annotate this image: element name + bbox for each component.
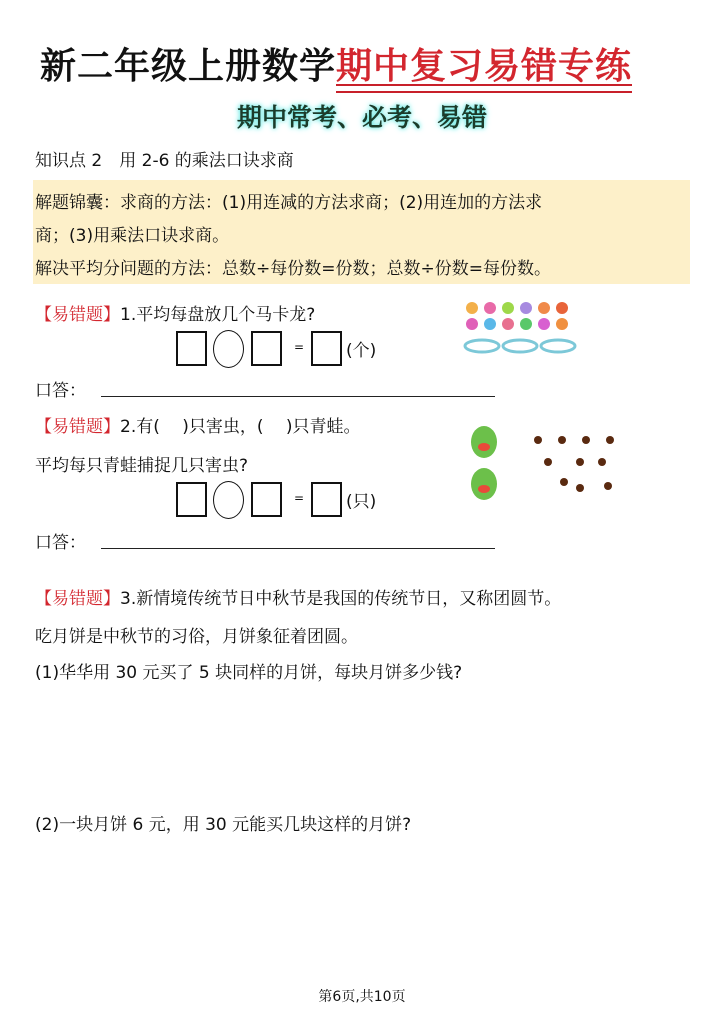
equals-sign: = — [294, 340, 305, 354]
page-title — [40, 38, 632, 89]
title-red: 期中复习易错专练 — [336, 46, 633, 87]
question-text: 3.新情境传统节日中秋节是我国的传统节日，又称团圆节。 — [120, 589, 562, 609]
answer-box[interactable] — [311, 482, 342, 517]
answer-box[interactable] — [251, 331, 282, 366]
question-3-part-1: (1)华华用 30 元买了 5 块同样的月饼，每块月饼多少钱? — [35, 663, 463, 683]
equals-sign: = — [294, 491, 305, 505]
tip-line-1: 解题锦囊：求商的方法：(1)用连减的方法求商；(2)用连加的方法求 — [35, 193, 543, 213]
unit-label: (个) — [346, 341, 377, 361]
answer-line[interactable] — [101, 548, 495, 549]
answer-box[interactable] — [251, 482, 282, 517]
question-2-line-2: 平均每只青蛙捕捉几只害虫? — [35, 456, 249, 476]
error-tag: 【易错题】 — [35, 417, 120, 437]
question-1 — [35, 300, 315, 325]
question-3-part-2: (2)一块月饼 6 元，用 30 元能买几块这样的月饼? — [35, 815, 412, 835]
frogs-pests-image — [468, 420, 628, 510]
macaron-image — [462, 296, 582, 358]
tip-line-2: 商；(3)用乘法口诀求商。 — [35, 226, 230, 246]
answer-box[interactable] — [311, 331, 342, 366]
answer-line[interactable] — [101, 396, 495, 397]
subtitle: 期中常考、必考、易错 — [236, 103, 487, 132]
answer-label: 口答： — [35, 381, 86, 401]
question-3-line-2: 吃月饼是中秋节的习俗，月饼象征着团圆。 — [35, 627, 358, 647]
error-tag: 【易错题】 — [35, 589, 120, 609]
question-text: 2.有( )只害虫，( )只青蛙。 — [120, 417, 361, 437]
answer-box[interactable] — [176, 482, 207, 517]
error-tag: 【易错题】 — [35, 305, 120, 325]
operator-oval[interactable] — [213, 481, 244, 519]
macarons — [466, 302, 568, 330]
frogs — [471, 426, 497, 500]
answer-box[interactable] — [176, 331, 207, 366]
plates — [465, 340, 575, 352]
question-text: 1.平均每盘放几个马卡龙? — [120, 305, 316, 325]
page-number: 第6页,共10页 — [318, 989, 406, 1005]
tips-box — [33, 180, 690, 284]
title-black: 新二年级上册数学 — [40, 46, 337, 87]
question-2 — [35, 412, 361, 437]
knowledge-point: 知识点 2 用 2-6 的乘法口诀求商 — [35, 151, 294, 171]
tip-line-3: 解决平均分问题的方法：总数÷每份数=份数；总数÷份数=每份数。 — [35, 259, 551, 279]
unit-label: (只) — [346, 492, 377, 512]
question-3 — [35, 584, 561, 609]
answer-label: 口答： — [35, 533, 86, 553]
pests — [534, 436, 614, 492]
operator-oval[interactable] — [213, 330, 244, 368]
